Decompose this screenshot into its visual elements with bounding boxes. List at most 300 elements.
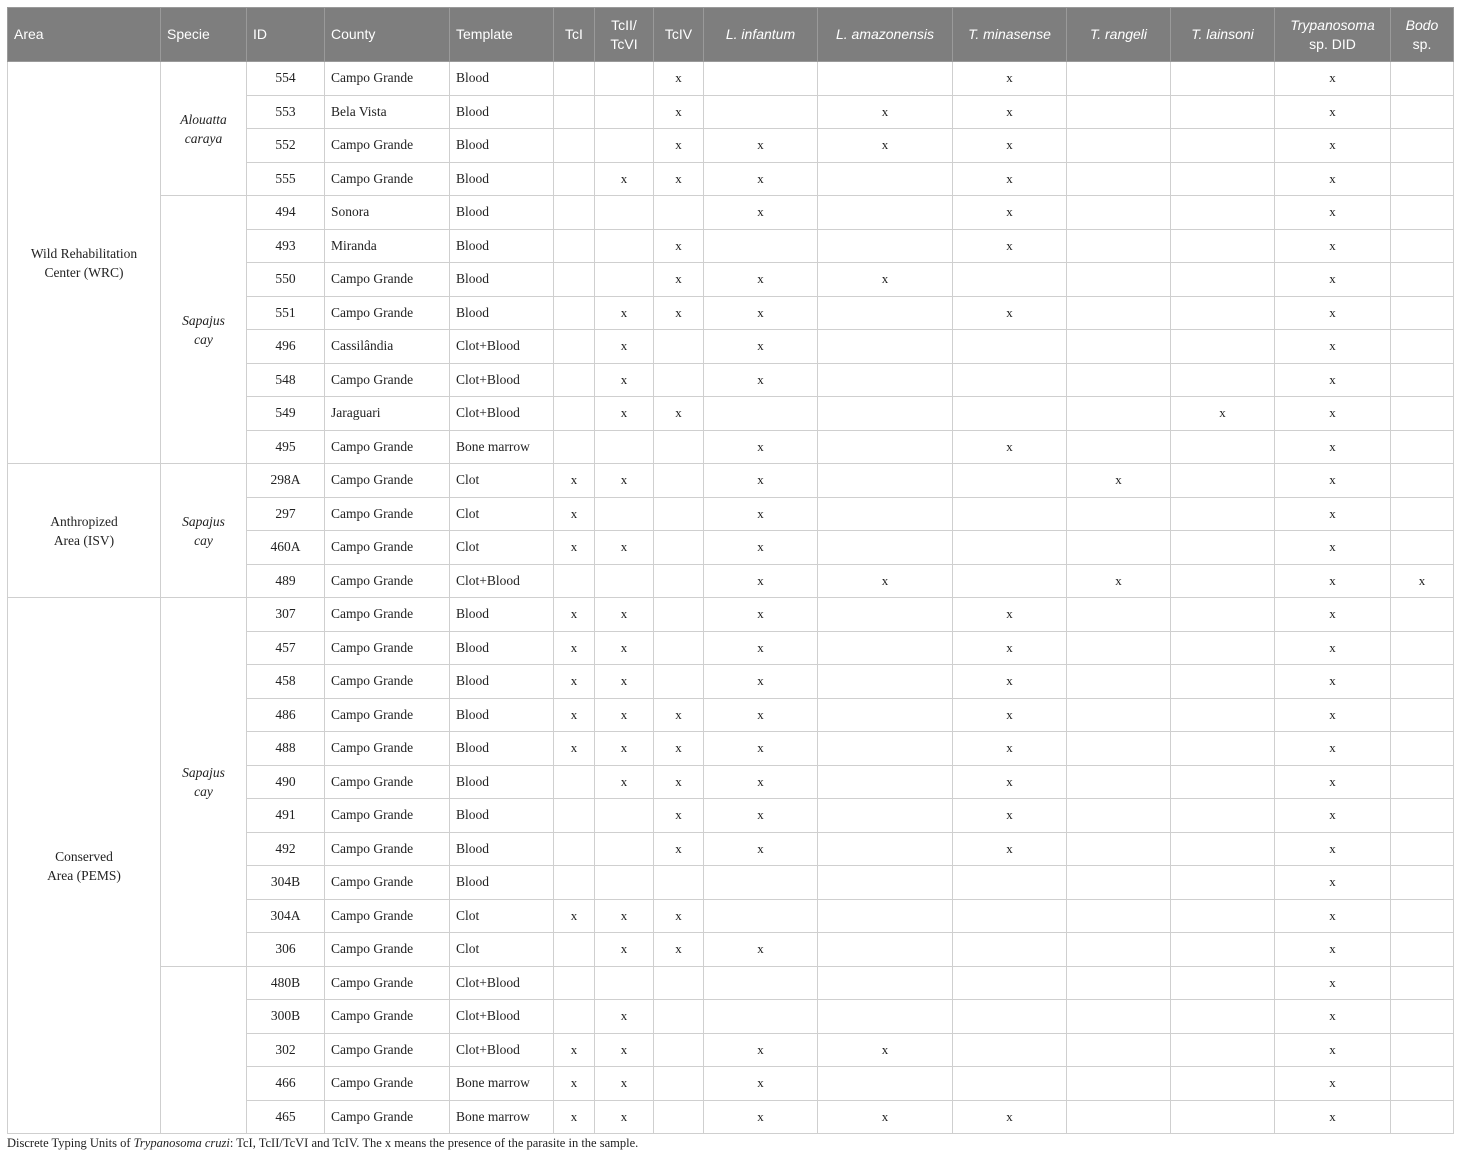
mark-cell-t-lainsoni [1171,933,1275,967]
template-cell: Clot [450,464,554,498]
county-cell: Campo Grande [325,899,450,933]
template-cell: Blood [450,665,554,699]
mark-cell-trypanosoma-did: x [1275,1000,1391,1034]
mark-cell-t-lainsoni [1171,1067,1275,1101]
mark-cell-trypanosoma-did: x [1275,229,1391,263]
id-cell: 552 [247,129,325,163]
specie-label-line2: cay [194,331,213,347]
mark-cell-t-minasense: x [953,832,1067,866]
specie-unlabeled-pems [161,966,247,1134]
mark-cell-bodo [1391,497,1454,531]
mark-cell-t-lainsoni [1171,263,1275,297]
mark-cell-trypanosoma-did: x [1275,765,1391,799]
template-cell: Blood [450,698,554,732]
mark-cell-tci: x [554,899,595,933]
mark-cell-trypanosoma-did: x [1275,62,1391,96]
mark-cell-l-amazonensis [818,698,953,732]
county-cell: Jaraguari [325,397,450,431]
mark-cell-l-infantum: x [704,430,818,464]
mark-cell-t-lainsoni [1171,765,1275,799]
specie-label-line1: Sapajus [182,513,225,529]
mark-cell-l-amazonensis [818,296,953,330]
county-cell: Campo Grande [325,129,450,163]
county-cell: Campo Grande [325,966,450,1000]
county-cell: Campo Grande [325,1000,450,1034]
template-cell: Bone marrow [450,430,554,464]
col-tcii-line2: TcVI [610,35,638,52]
col-t-minasense: T. minasense [953,8,1067,62]
mark-cell-tciv: x [654,933,704,967]
mark-cell-tcii-tcvi: x [595,296,654,330]
id-cell: 306 [247,933,325,967]
mark-cell-t-rangeli [1067,799,1171,833]
id-cell: 307 [247,598,325,632]
area-label-line2: Area (PEMS) [47,867,121,883]
mark-cell-bodo [1391,966,1454,1000]
mark-cell-t-minasense [953,899,1067,933]
mark-cell-t-rangeli [1067,296,1171,330]
county-cell: Campo Grande [325,1067,450,1101]
mark-cell-bodo [1391,665,1454,699]
mark-cell-trypanosoma-did: x [1275,732,1391,766]
area-cell-pems [8,598,161,1134]
mark-cell-t-lainsoni [1171,799,1275,833]
mark-cell-t-rangeli [1067,598,1171,632]
mark-cell-t-rangeli [1067,229,1171,263]
area-label-line1: Conserved [55,848,113,864]
mark-cell-t-lainsoni [1171,330,1275,364]
id-cell: 490 [247,765,325,799]
mark-cell-trypanosoma-did: x [1275,866,1391,900]
mark-cell-t-minasense [953,564,1067,598]
mark-cell-trypanosoma-did: x [1275,531,1391,565]
specie-label-line2: caraya [184,130,223,146]
mark-cell-tci [554,129,595,163]
mark-cell-bodo [1391,263,1454,297]
mark-cell-l-amazonensis [818,464,953,498]
mark-cell-tciv [654,598,704,632]
template-cell: Blood [450,95,554,129]
id-cell: 486 [247,698,325,732]
mark-cell-l-amazonensis: x [818,129,953,163]
county-cell: Campo Grande [325,866,450,900]
mark-cell-bodo [1391,95,1454,129]
mark-cell-tcii-tcvi [595,866,654,900]
mark-cell-tci [554,966,595,1000]
mark-cell-bodo [1391,162,1454,196]
mark-cell-t-minasense: x [953,62,1067,96]
mark-cell-l-amazonensis: x [818,1033,953,1067]
mark-cell-t-minasense: x [953,698,1067,732]
template-cell: Blood [450,62,554,96]
specie-label-line2: cay [194,783,213,799]
template-cell: Clot [450,899,554,933]
id-cell: 554 [247,62,325,96]
mark-cell-tcii-tcvi: x [595,330,654,364]
mark-cell-bodo [1391,598,1454,632]
mark-cell-t-lainsoni [1171,665,1275,699]
template-cell: Clot+Blood [450,363,554,397]
mark-cell-t-rangeli [1067,531,1171,565]
col-tciv: TcIV [654,8,704,62]
mark-cell-l-amazonensis [818,397,953,431]
mark-cell-tciv: x [654,229,704,263]
mark-cell-trypanosoma-did: x [1275,832,1391,866]
county-cell: Campo Grande [325,832,450,866]
mark-cell-tcii-tcvi: x [595,162,654,196]
table-row [8,464,1454,498]
id-cell: 555 [247,162,325,196]
mark-cell-tci [554,296,595,330]
county-cell: Campo Grande [325,464,450,498]
mark-cell-t-rangeli [1067,698,1171,732]
mark-cell-trypanosoma-did: x [1275,95,1391,129]
mark-cell-t-rangeli [1067,1033,1171,1067]
footnote-text-1: Discrete Typing Units of [7,1136,134,1150]
mark-cell-l-infantum [704,397,818,431]
mark-cell-l-amazonensis [818,330,953,364]
id-cell: 458 [247,665,325,699]
mark-cell-tci: x [554,698,595,732]
col-trypanosoma-line2: sp. DID [1309,35,1356,52]
template-cell: Blood [450,598,554,632]
mark-cell-t-minasense [953,1000,1067,1034]
mark-cell-bodo [1391,1067,1454,1101]
area-label-line2: Area (ISV) [53,532,115,548]
id-cell: 480B [247,966,325,1000]
mark-cell-tcii-tcvi: x [595,698,654,732]
mark-cell-tci [554,397,595,431]
mark-cell-l-amazonensis [818,899,953,933]
mark-cell-t-minasense: x [953,296,1067,330]
mark-cell-l-infantum: x [704,162,818,196]
mark-cell-trypanosoma-did: x [1275,799,1391,833]
id-cell: 466 [247,1067,325,1101]
county-cell: Campo Grande [325,162,450,196]
table-row [8,966,1454,1000]
mark-cell-l-infantum: x [704,765,818,799]
mark-cell-tci [554,196,595,230]
mark-cell-l-infantum [704,1000,818,1034]
mark-cell-tci: x [554,497,595,531]
mark-cell-tcii-tcvi [595,966,654,1000]
mark-cell-tciv: x [654,832,704,866]
template-cell: Blood [450,631,554,665]
template-cell: Blood [450,866,554,900]
mark-cell-tcii-tcvi: x [595,598,654,632]
county-cell: Campo Grande [325,698,450,732]
mark-cell-trypanosoma-did: x [1275,397,1391,431]
mark-cell-t-minasense [953,464,1067,498]
mark-cell-trypanosoma-did: x [1275,631,1391,665]
mark-cell-l-infantum [704,95,818,129]
mark-cell-t-lainsoni [1171,598,1275,632]
col-county: County [325,8,450,62]
mark-cell-t-lainsoni [1171,1000,1275,1034]
mark-cell-l-infantum [704,229,818,263]
mark-cell-t-lainsoni [1171,966,1275,1000]
id-cell: 297 [247,497,325,531]
mark-cell-tci [554,363,595,397]
mark-cell-l-amazonensis: x [818,1100,953,1134]
mark-cell-l-infantum [704,62,818,96]
mark-cell-t-minasense [953,363,1067,397]
mark-cell-t-minasense [953,1067,1067,1101]
mark-cell-t-lainsoni [1171,296,1275,330]
template-cell: Blood [450,196,554,230]
mark-cell-bodo [1391,330,1454,364]
mark-cell-l-infantum: x [704,296,818,330]
mark-cell-t-minasense: x [953,665,1067,699]
mark-cell-t-minasense: x [953,631,1067,665]
county-cell: Bela Vista [325,95,450,129]
mark-cell-tciv: x [654,296,704,330]
template-cell: Blood [450,832,554,866]
mark-cell-bodo [1391,129,1454,163]
id-cell: 457 [247,631,325,665]
mark-cell-l-infantum: x [704,732,818,766]
mark-cell-t-lainsoni [1171,430,1275,464]
mark-cell-t-lainsoni: x [1171,397,1275,431]
header-row [8,8,1454,62]
mark-cell-t-rangeli [1067,899,1171,933]
mark-cell-t-lainsoni [1171,497,1275,531]
county-cell: Sonora [325,196,450,230]
mark-cell-t-lainsoni [1171,899,1275,933]
mark-cell-tciv [654,1000,704,1034]
mark-cell-t-rangeli [1067,631,1171,665]
mark-cell-tci: x [554,598,595,632]
county-cell: Campo Grande [325,1033,450,1067]
mark-cell-tciv: x [654,95,704,129]
id-cell: 548 [247,363,325,397]
county-cell: Campo Grande [325,1100,450,1134]
mark-cell-l-infantum: x [704,464,818,498]
mark-cell-t-minasense [953,330,1067,364]
mark-cell-t-rangeli [1067,263,1171,297]
mark-cell-bodo [1391,296,1454,330]
mark-cell-tcii-tcvi: x [595,397,654,431]
template-cell: Clot+Blood [450,330,554,364]
mark-cell-t-rangeli: x [1067,564,1171,598]
mark-cell-bodo [1391,832,1454,866]
mark-cell-tciv [654,464,704,498]
template-cell: Blood [450,799,554,833]
mark-cell-bodo [1391,430,1454,464]
mark-cell-t-minasense [953,531,1067,565]
template-cell: Clot+Blood [450,1033,554,1067]
county-cell: Campo Grande [325,564,450,598]
col-id: ID [247,8,325,62]
area-label-line1: Anthropized [50,513,118,529]
id-cell: 550 [247,263,325,297]
mark-cell-t-rangeli [1067,196,1171,230]
area-label-line2: Center (WRC) [44,264,124,280]
mark-cell-t-minasense: x [953,129,1067,163]
county-cell: Campo Grande [325,497,450,531]
col-trypanosoma-did [1275,8,1391,62]
mark-cell-l-amazonensis: x [818,263,953,297]
specie-sapajus-cay-wrc [161,196,247,464]
mark-cell-tcii-tcvi: x [595,1100,654,1134]
mark-cell-t-lainsoni [1171,196,1275,230]
mark-cell-t-lainsoni [1171,464,1275,498]
mark-cell-l-amazonensis [818,631,953,665]
id-cell: 460A [247,531,325,565]
mark-cell-bodo [1391,899,1454,933]
mark-cell-t-lainsoni [1171,866,1275,900]
mark-cell-tcii-tcvi [595,430,654,464]
col-l-infantum: L. infantum [704,8,818,62]
col-tcii-tcvi [595,8,654,62]
template-cell: Clot+Blood [450,1000,554,1034]
mark-cell-l-amazonensis: x [818,564,953,598]
mark-cell-t-lainsoni [1171,95,1275,129]
template-cell: Blood [450,296,554,330]
mark-cell-tciv: x [654,765,704,799]
mark-cell-trypanosoma-did: x [1275,196,1391,230]
col-l-amazonensis: L. amazonensis [818,8,953,62]
county-cell: Campo Grande [325,296,450,330]
mark-cell-t-lainsoni [1171,1100,1275,1134]
mark-cell-tci: x [554,732,595,766]
mark-cell-bodo [1391,531,1454,565]
id-cell: 488 [247,732,325,766]
mark-cell-t-lainsoni [1171,832,1275,866]
mark-cell-t-rangeli [1067,966,1171,1000]
mark-cell-tcii-tcvi: x [595,531,654,565]
mark-cell-tci: x [554,631,595,665]
specie-sapajus-cay-pems [161,598,247,967]
mark-cell-l-amazonensis [818,229,953,263]
mark-cell-l-infantum: x [704,1067,818,1101]
mark-cell-l-infantum: x [704,933,818,967]
id-cell: 302 [247,1033,325,1067]
county-cell: Campo Grande [325,62,450,96]
mark-cell-tcii-tcvi: x [595,732,654,766]
mark-cell-tciv: x [654,62,704,96]
mark-cell-trypanosoma-did: x [1275,330,1391,364]
mark-cell-t-minasense: x [953,732,1067,766]
mark-cell-t-rangeli [1067,330,1171,364]
mark-cell-tci [554,564,595,598]
mark-cell-tcii-tcvi [595,62,654,96]
mark-cell-tcii-tcvi: x [595,464,654,498]
mark-cell-l-amazonensis [818,933,953,967]
mark-cell-bodo [1391,397,1454,431]
id-cell: 549 [247,397,325,431]
col-t-lainsoni: T. lainsoni [1171,8,1275,62]
mark-cell-trypanosoma-did: x [1275,363,1391,397]
mark-cell-tci [554,1000,595,1034]
mark-cell-tci [554,866,595,900]
mark-cell-tciv [654,866,704,900]
mark-cell-t-lainsoni [1171,732,1275,766]
county-cell: Campo Grande [325,799,450,833]
mark-cell-l-infantum: x [704,1033,818,1067]
mark-cell-tciv: x [654,263,704,297]
mark-cell-l-amazonensis [818,196,953,230]
mark-cell-tci [554,799,595,833]
mark-cell-t-minasense [953,966,1067,1000]
mark-cell-t-rangeli [1067,430,1171,464]
mark-cell-t-rangeli [1067,866,1171,900]
mark-cell-t-rangeli [1067,162,1171,196]
mark-cell-bodo [1391,698,1454,732]
mark-cell-tci: x [554,531,595,565]
mark-cell-t-minasense [953,263,1067,297]
mark-cell-tci [554,832,595,866]
mark-cell-t-rangeli [1067,665,1171,699]
mark-cell-t-minasense: x [953,598,1067,632]
mark-cell-tci [554,330,595,364]
col-t-rangeli: T. rangeli [1067,8,1171,62]
mark-cell-l-infantum: x [704,631,818,665]
county-cell: Campo Grande [325,732,450,766]
mark-cell-t-rangeli [1067,363,1171,397]
mark-cell-trypanosoma-did: x [1275,263,1391,297]
id-cell: 491 [247,799,325,833]
template-cell: Blood [450,765,554,799]
col-tcii-line1: TcII/ [611,16,637,33]
mark-cell-tci [554,933,595,967]
mark-cell-tciv [654,631,704,665]
county-cell: Campo Grande [325,363,450,397]
mark-cell-l-amazonensis [818,799,953,833]
mark-cell-bodo [1391,631,1454,665]
mark-cell-tcii-tcvi: x [595,1067,654,1101]
mark-cell-bodo [1391,1100,1454,1134]
mark-cell-bodo [1391,933,1454,967]
table-footnote [7,1136,638,1151]
mark-cell-t-lainsoni [1171,129,1275,163]
mark-cell-tci: x [554,1067,595,1101]
mark-cell-t-rangeli: x [1067,464,1171,498]
mark-cell-l-amazonensis [818,363,953,397]
mark-cell-tciv [654,1067,704,1101]
template-cell: Bone marrow [450,1100,554,1134]
mark-cell-trypanosoma-did: x [1275,129,1391,163]
id-cell: 465 [247,1100,325,1134]
mark-cell-tcii-tcvi: x [595,665,654,699]
county-cell: Campo Grande [325,665,450,699]
template-cell: Blood [450,263,554,297]
template-cell: Blood [450,229,554,263]
mark-cell-l-infantum: x [704,263,818,297]
mark-cell-t-lainsoni [1171,1033,1275,1067]
id-cell: 551 [247,296,325,330]
mark-cell-l-infantum [704,966,818,1000]
mark-cell-bodo [1391,229,1454,263]
mark-cell-bodo [1391,732,1454,766]
mark-cell-t-minasense: x [953,196,1067,230]
mark-cell-tciv: x [654,397,704,431]
county-cell: Campo Grande [325,430,450,464]
county-cell: Campo Grande [325,765,450,799]
mark-cell-trypanosoma-did: x [1275,665,1391,699]
mark-cell-bodo [1391,464,1454,498]
mark-cell-l-infantum: x [704,1100,818,1134]
area-cell-isv [8,464,161,598]
mark-cell-tci: x [554,1033,595,1067]
specie-label-line1: Sapajus [182,312,225,328]
id-cell: 496 [247,330,325,364]
mark-cell-t-rangeli [1067,1100,1171,1134]
mark-cell-trypanosoma-did: x [1275,598,1391,632]
template-cell: Bone marrow [450,1067,554,1101]
mark-cell-l-infantum: x [704,330,818,364]
mark-cell-t-rangeli [1067,95,1171,129]
